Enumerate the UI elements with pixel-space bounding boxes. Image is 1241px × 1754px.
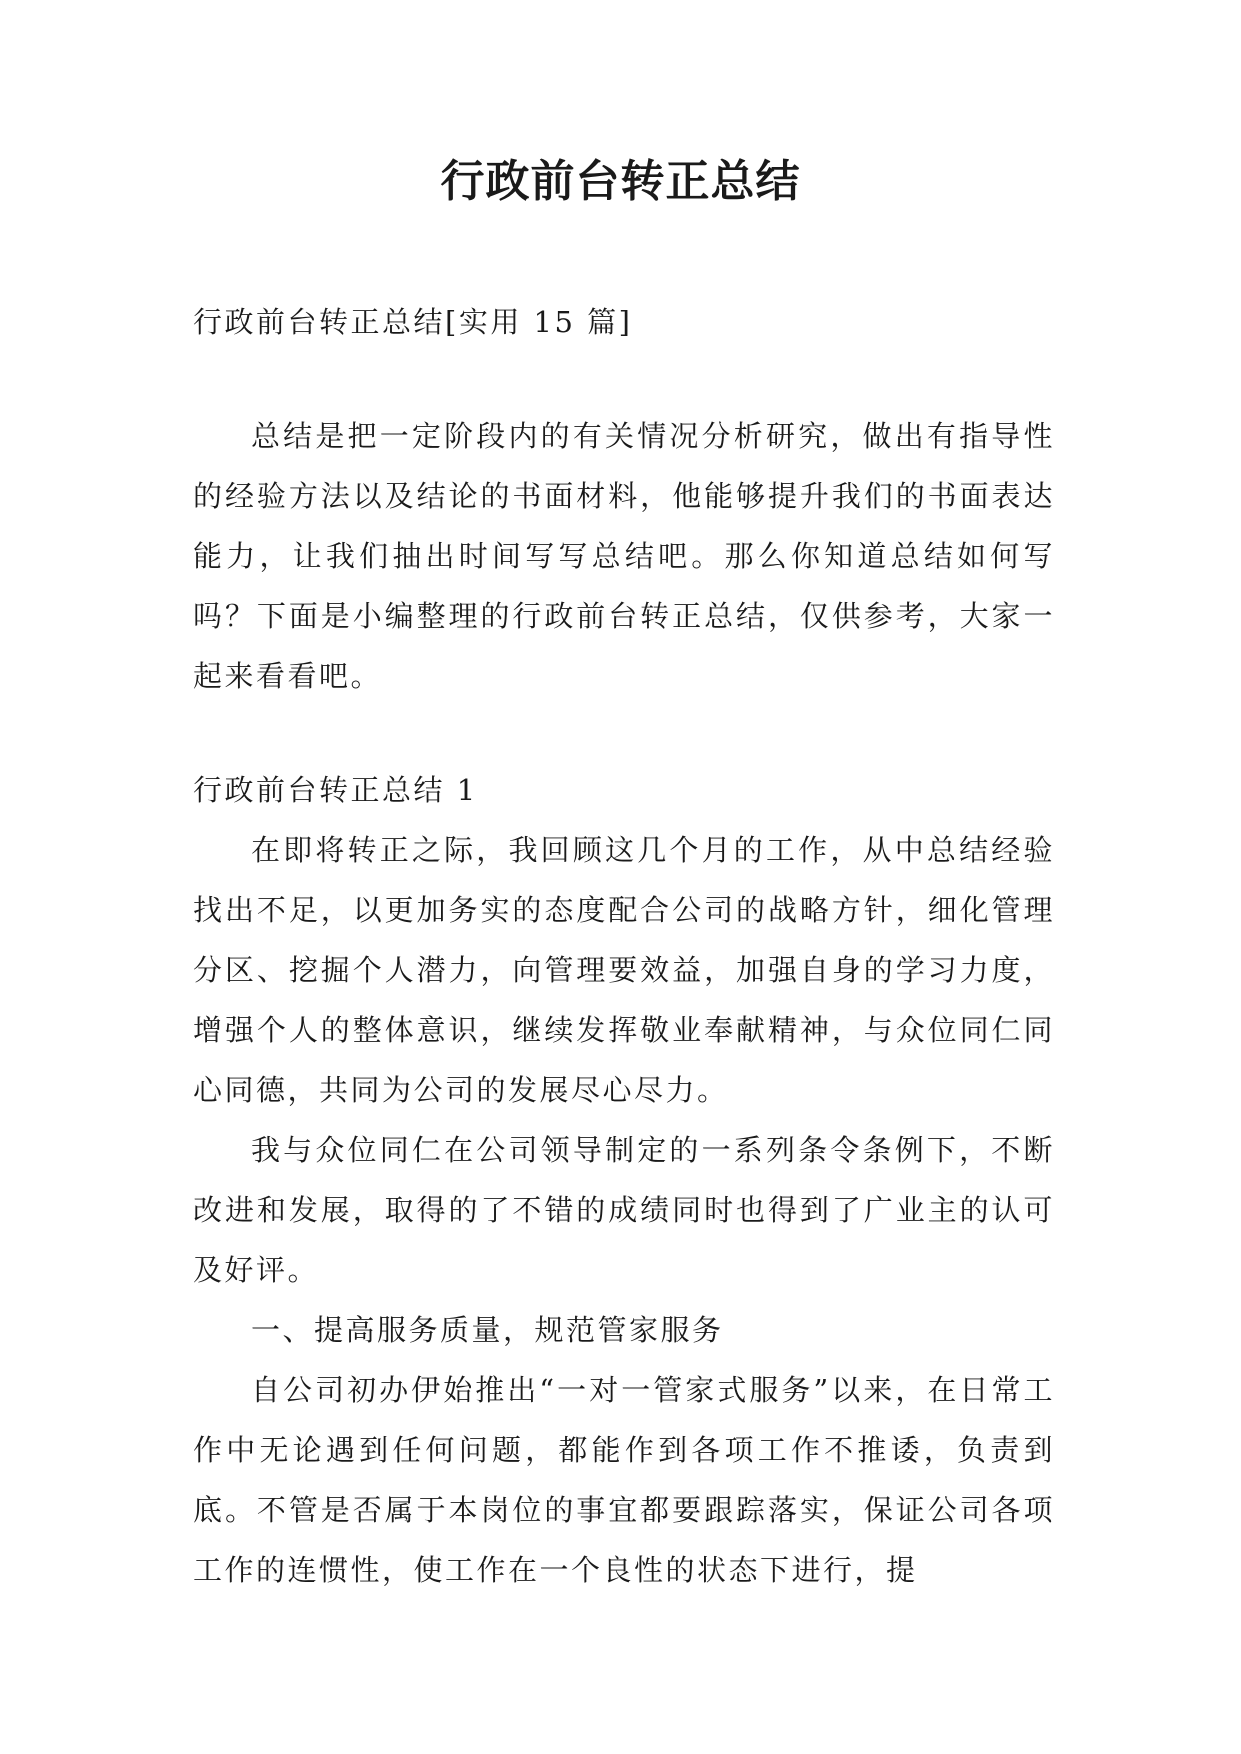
document-body [193, 292, 1055, 1600]
section-heading: 行政前台转正总结 1 [193, 773, 478, 807]
body-paragraph: 我与众位同仁在公司领导制定的一系列条令条例下，不断改进和发展，取得的了不错的成绩同时也得到了广业主的认可及好评。 [193, 1133, 1055, 1287]
document-title: 行政前台转正总结 [440, 156, 801, 207]
spacer [193, 706, 1055, 760]
intro-paragraph: 总结是把一定阶段内的有关情况分析研究，做出有指导性的经验方法以及结论的书面材料，他能够提升我们的书面表达能力，让我们抽出时间写写总结吧。那么你知道总结如何写吗？下面是小编整理的行政前台转正总结，仅供参考，大家一起来看看吧。 [193, 419, 1055, 693]
body-paragraph: 在即将转正之际，我回顾这几个月的工作，从中总结经验找出不足，以更加务实的态度配合公司的战略方针，细化管理分区、挖掘个人潜力，向管理要效益，加强自身的学习力度，增强个人的整体意识，继续发挥敬业奉献精神，与众位同仁同心同德，共同为公司的发展尽心尽力。 [193, 833, 1055, 1107]
spacer [193, 352, 1055, 406]
numbered-heading: 一、提高服务质量，规范管家服务 [251, 1313, 724, 1347]
document-subtitle: 行政前台转正总结[实用 15 篇] [193, 305, 633, 339]
body-paragraph: 自公司初办伊始推出“一对一管家式服务”以来，在日常工作中无论遇到任何问题，都能作到各项工作不推诿，负责到底。不管是否属于本岗位的事宜都要跟踪落实，保证公司各项工作的连惯性，使工作在一个良性的状态下进行，提 [193, 1373, 1055, 1587]
